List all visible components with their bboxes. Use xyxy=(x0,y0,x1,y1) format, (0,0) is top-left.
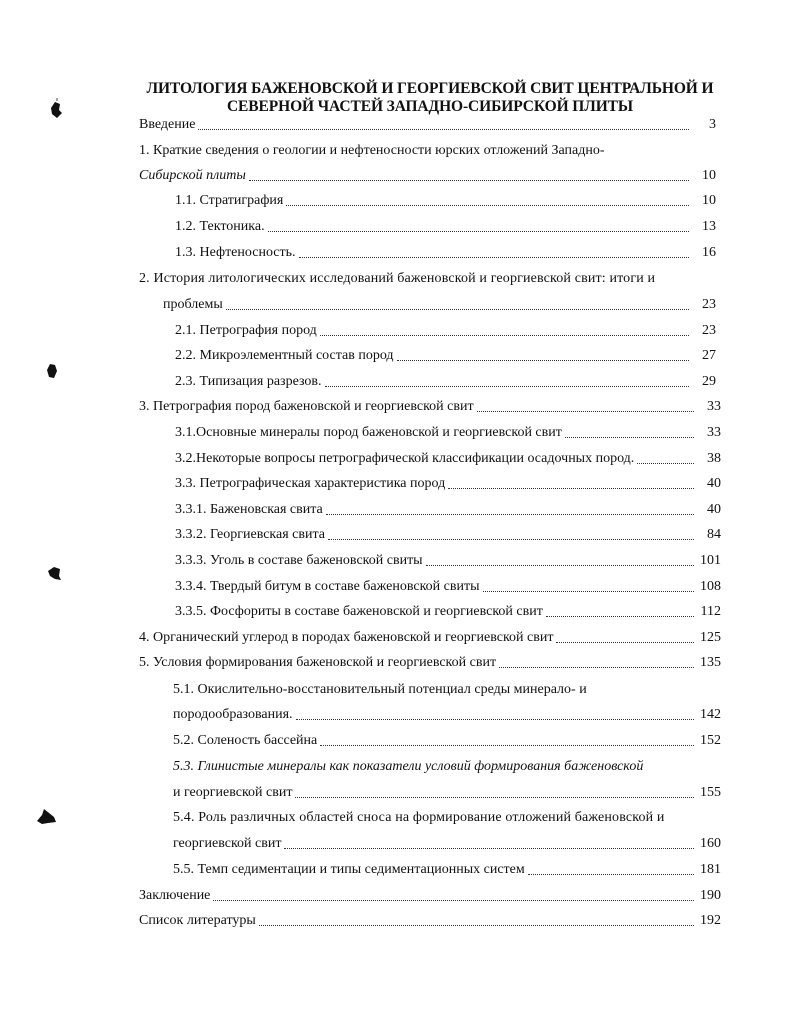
toc-entry-s3-3 xyxy=(175,475,721,493)
document-title xyxy=(130,80,730,116)
toc-entry-s1-3 xyxy=(175,244,716,262)
toc-text: Введение xyxy=(139,117,196,132)
toc-text: 4. Органический углерод в породах баженовской и георгиевской свит xyxy=(139,630,554,645)
toc-text: 2.3. Типизация разрезов. xyxy=(175,374,322,389)
toc-text: 1.3. Нефтеносность. xyxy=(175,245,296,260)
toc-entry-s3-3-2 xyxy=(175,526,721,544)
toc-entry-s5-1-line1: 5.1. Окислительно-восстановительный потенциал среды минерало- и xyxy=(173,682,587,697)
toc-text: 3.3.5. Фосфориты в составе баженовской и георгиевской свит xyxy=(175,604,543,619)
toc-entry-s3-2 xyxy=(175,450,721,468)
toc-page: 160 xyxy=(700,836,721,851)
toc-entry-conclusion xyxy=(139,887,721,905)
toc-entry-s1-line1: 1. Краткие сведения о геологии и нефтеносности юрских отложений Западно- xyxy=(139,143,605,158)
toc-entry-s3-3-4 xyxy=(175,578,721,596)
toc-page: 135 xyxy=(700,655,721,670)
title-line-1: ЛИТОЛОГИЯ БАЖЕНОВСКОЙ И ГЕОРГИЕВСКОЙ СВИТ ЦЕНТРАЛЬНОЙ И xyxy=(146,80,714,97)
toc-page: 40 xyxy=(707,502,721,517)
toc-entry-s1-line2 xyxy=(139,167,716,185)
toc-text: 3.3.4. Твердый битум в составе баженовской свиты xyxy=(175,579,480,594)
toc-page: 181 xyxy=(700,862,721,877)
toc-entry-s3-3-5 xyxy=(175,603,721,621)
toc-text: 2.2. Микроэлементный состав пород xyxy=(175,348,394,363)
toc-text: 5. Условия формирования баженовской и георгиевской свит xyxy=(139,655,497,670)
toc-text: 2.1. Петрография пород xyxy=(175,323,317,338)
toc-page: 27 xyxy=(702,348,716,363)
toc-page: 155 xyxy=(700,785,721,800)
toc-entry-s5-5 xyxy=(173,861,721,879)
toc-text: Заключение xyxy=(139,888,211,903)
toc-entry-s5-3-line2 xyxy=(173,784,721,802)
toc-text: породообразования. xyxy=(173,707,293,722)
toc-entry-s5-4-line2 xyxy=(173,835,721,853)
toc-page: 10 xyxy=(702,193,716,208)
toc-page: 101 xyxy=(700,553,721,568)
toc-entry-s5-4-line1: 5.4. Роль различных областей сноса на формирование отложений баженовской и xyxy=(173,810,665,825)
toc-page: 16 xyxy=(702,245,716,260)
toc-page: 38 xyxy=(707,451,721,466)
toc-page: 84 xyxy=(707,527,721,542)
toc-text: 3. Петрография пород баженовской и георгиевской свит xyxy=(139,399,474,414)
toc-page: 125 xyxy=(700,630,721,645)
toc-entry-s1-2 xyxy=(175,218,716,236)
toc-entry-s5 xyxy=(139,654,721,672)
toc-entry-s1-1 xyxy=(175,192,716,210)
title-line-2: СЕВЕРНОЙ ЧАСТЕЙ ЗАПАДНО-СИБИРСКОЙ ПЛИТЫ xyxy=(226,98,634,115)
toc-page: 108 xyxy=(700,579,721,594)
toc-text: 5.2. Соленость бассейна xyxy=(173,733,318,748)
toc-entry-s2-1 xyxy=(175,322,716,340)
toc-text: 3.3.3. Уголь в составе баженовской свиты xyxy=(175,553,423,568)
toc-entry-s3 xyxy=(139,398,721,416)
toc-entry-s2-line1: 2. История литологических исследований баженовской и георгиевской свит: итоги и xyxy=(139,271,656,286)
toc-page: 192 xyxy=(700,913,721,928)
toc-page: 142 xyxy=(700,707,721,722)
scan-blot-icon xyxy=(34,805,60,827)
scan-blot-icon xyxy=(44,563,66,585)
toc-entry-s3-3-1 xyxy=(175,501,721,519)
toc-text: проблемы xyxy=(163,297,223,312)
toc-text: Список литературы xyxy=(139,913,256,928)
toc-page: 112 xyxy=(700,604,721,619)
toc-page: 40 xyxy=(707,476,721,491)
toc-text: 3.3. Петрографическая характеристика пород xyxy=(175,476,446,491)
toc-entry-s2-line2 xyxy=(163,296,716,314)
toc-entry-s5-1-line2 xyxy=(173,706,721,724)
scan-blot-icon xyxy=(42,360,62,384)
toc-page: 33 xyxy=(707,425,721,440)
toc-entry-s5-3-line1: 5.3. Глинистые минералы как показатели условий формирования баженовской xyxy=(173,759,644,774)
toc-text: 5.5. Темп седиментации и типы седиментационных систем xyxy=(173,862,525,877)
toc-entry-references xyxy=(139,912,721,930)
toc-text: 3.1.Основные минералы пород баженовской и георгиевской свит xyxy=(175,425,562,440)
toc-text: 3.2.Некоторые вопросы петрографической классификации осадочных пород. xyxy=(175,451,635,466)
toc-page: 152 xyxy=(700,733,721,748)
toc-text: 3.3.2. Георгиевская свита xyxy=(175,527,325,542)
toc-page: 13 xyxy=(702,219,716,234)
toc-page: 3 xyxy=(709,117,716,132)
toc-text: георгиевской свит xyxy=(173,836,282,851)
toc-entry-s3-1 xyxy=(175,424,721,442)
toc-entry-s4 xyxy=(139,629,721,647)
toc-page: 29 xyxy=(702,374,716,389)
toc-text: 3.3.1. Баженовская свита xyxy=(175,502,323,517)
toc-entry-s5-2 xyxy=(173,732,721,750)
toc-text: Сибирской плиты xyxy=(139,168,246,183)
toc-entry-intro xyxy=(139,116,716,134)
toc-entry-s2-2 xyxy=(175,347,716,365)
toc-page: 190 xyxy=(700,888,721,903)
scan-blot-icon xyxy=(46,96,66,124)
toc-page: 10 xyxy=(702,168,716,183)
toc-text: и георгиевской свит xyxy=(173,785,293,800)
toc-page: 33 xyxy=(707,399,721,414)
toc-page: 23 xyxy=(702,323,716,338)
toc-text: 1.1. Стратиграфия xyxy=(175,193,284,208)
toc-text: 1.2. Тектоника. xyxy=(175,219,265,234)
toc-page: 23 xyxy=(702,297,716,312)
toc-entry-s2-3 xyxy=(175,373,716,391)
toc-entry-s3-3-3 xyxy=(175,552,721,570)
